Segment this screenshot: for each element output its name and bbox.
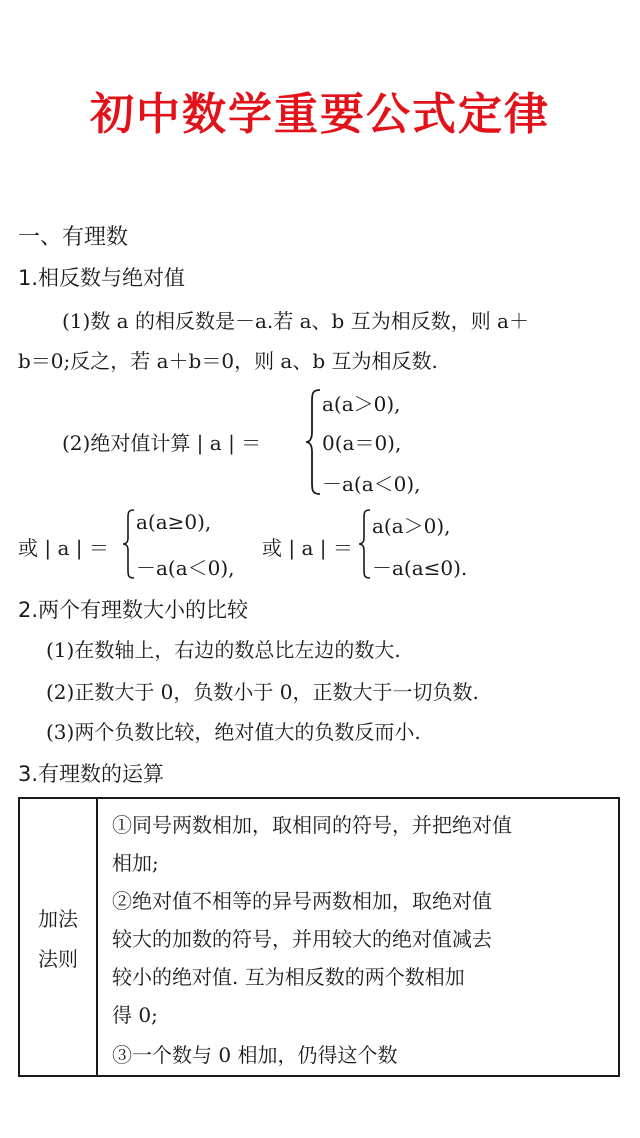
abs-case-positive: a(a＞0), <box>322 392 401 416</box>
table-rule-line: ①同号两数相加，取相同的符号，并把绝对值 <box>112 813 512 837</box>
table-row-label <box>20 899 96 979</box>
abs-case-zero: 0(a＝0), <box>322 431 402 455</box>
table-rule-line: 得 0; <box>112 1003 158 1027</box>
page-title: 初中数学重要公式定律 <box>90 89 550 140</box>
alt-formula1-prefix: 或 | a | ＝ <box>18 536 109 560</box>
comparison-item: (2)正数大于 0，负数小于 0，正数大于一切负数. <box>46 680 479 704</box>
alt-formula2-prefix: 或 | a | ＝ <box>262 536 353 560</box>
paragraph-opposite-line1: (1)数 a 的相反数是－a.若 a、b 互为相反数，则 a＋ <box>62 309 529 333</box>
table-rule-line: ②绝对值不相等的异号两数相加，取绝对值 <box>112 889 492 913</box>
alt2-case-positive: a(a＞0), <box>372 514 451 538</box>
table-label-line: 加法 <box>38 907 78 931</box>
subsection-heading-comparison: 2.两个有理数大小的比较 <box>18 598 249 622</box>
alt1-case-negative: －a(a＜0), <box>136 556 235 580</box>
table-rule-line: 较大的加数的符号，并用较大的绝对值减去 <box>112 927 492 951</box>
abs-case-negative: －a(a＜0), <box>322 472 421 496</box>
addition-rule-table <box>18 797 620 1077</box>
table-divider <box>96 799 98 1075</box>
subsection-heading-operations: 3.有理数的运算 <box>18 762 165 786</box>
alt1-case-nonnegative: a(a≥0), <box>136 510 212 534</box>
comparison-item: (1)在数轴上，右边的数总比左边的数大. <box>46 638 401 662</box>
brace-icon <box>358 508 372 580</box>
table-rule-line: 较小的绝对值. 互为相反数的两个数相加 <box>112 965 465 989</box>
alt2-case-nonpositive: －a(a≤0). <box>372 556 468 580</box>
abs-formula-prefix: (2)绝对值计算 | a | ＝ <box>62 431 262 455</box>
section-heading-rational-numbers: 一、有理数 <box>18 225 129 250</box>
subsection-heading-opposite-absolute: 1.相反数与绝对值 <box>18 266 186 290</box>
brace-icon <box>122 508 136 580</box>
comparison-item: (3)两个负数比较，绝对值大的负数反而小. <box>46 720 421 744</box>
table-rule-line: ③一个数与 0 相加，仍得这个数 <box>112 1043 398 1067</box>
brace-icon <box>304 388 322 496</box>
paragraph-opposite-line2: b＝0;反之，若 a＋b＝0，则 a、b 互为相反数. <box>18 349 438 373</box>
table-rule-line: 相加; <box>112 851 159 875</box>
table-label-line: 法则 <box>38 947 78 971</box>
